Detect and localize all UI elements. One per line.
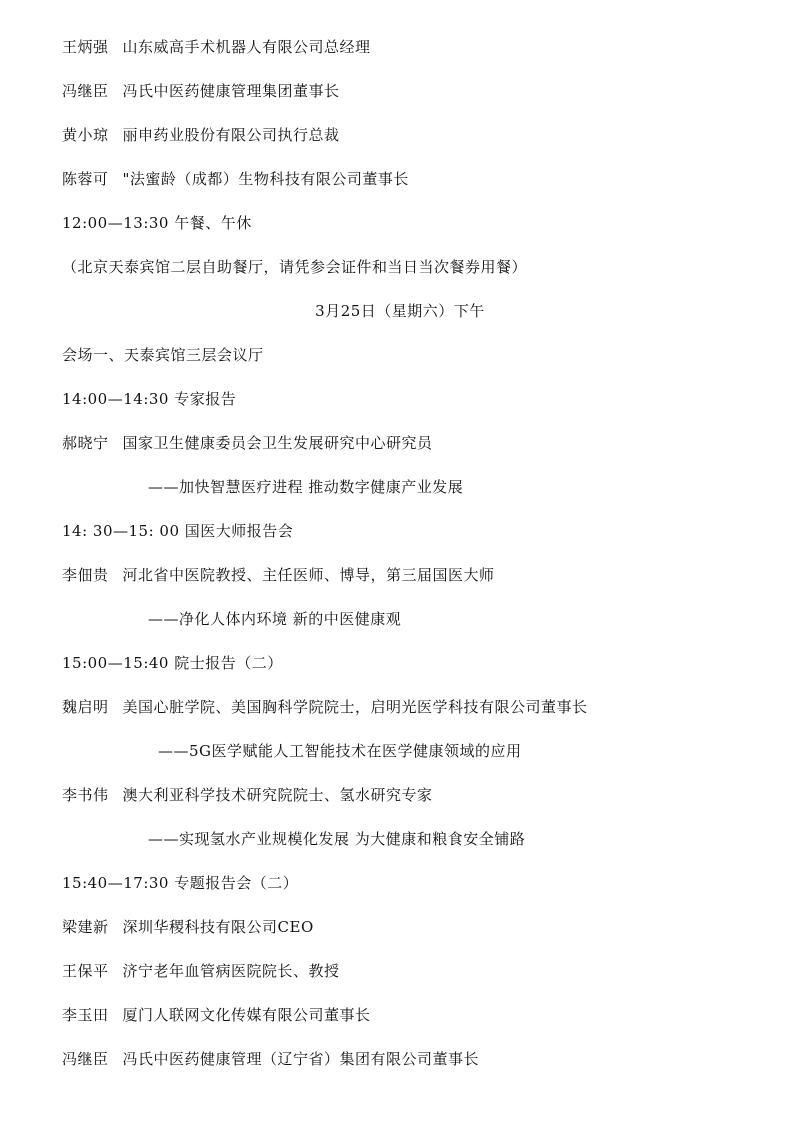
person-title: 澳大利亚科学技术研究院院士、氢水研究专家 — [122, 786, 433, 804]
person-title: 国家卫生健康委员会卫生发展研究中心研究员 — [122, 434, 433, 452]
person-name: 李书伟 — [62, 786, 109, 804]
report-topic: ——5G医学赋能人工智能技术在医学健康领域的应用 — [158, 742, 522, 760]
person-name: 黄小琼 — [62, 126, 109, 144]
person-title: "法蜜龄（成都）生物科技有限公司董事长 — [122, 170, 409, 188]
report-topic: ——实现氢水产业规模化发展 为大健康和粮食安全铺路 — [148, 830, 526, 848]
person-name: 李玉田 — [62, 1006, 109, 1024]
person-title: 深圳华稷科技有限公司CEO — [122, 918, 314, 936]
person-name: 郝晓宁 — [62, 434, 109, 452]
list-item — [62, 785, 433, 805]
session-time: 15:00—15:40 院士报告（二） — [62, 654, 283, 672]
list-item — [62, 1049, 479, 1069]
person-name: 冯继臣 — [62, 1050, 109, 1068]
person-title: 济宁老年血管病医院院长、教授 — [122, 962, 340, 980]
person-name: 王炳强 — [62, 38, 109, 56]
session-time: 15:40—17:30 专题报告会（二） — [62, 874, 299, 892]
person-name: 梁建新 — [62, 918, 109, 936]
list-item — [62, 697, 588, 717]
person-name: 王保平 — [62, 962, 109, 980]
list-item — [62, 917, 314, 937]
person-title: 冯氏中医药健康管理集团董事长 — [122, 82, 340, 100]
list-item — [62, 1005, 371, 1025]
person-title: 厦门人联网文化传媒有限公司董事长 — [122, 1006, 371, 1024]
person-name: 冯继臣 — [62, 82, 109, 100]
list-item — [62, 961, 340, 981]
person-title: 丽申药业股份有限公司执行总裁 — [122, 126, 340, 144]
lunch-time: 12:00—13:30 午餐、午休 — [62, 214, 252, 232]
venue: 会场一、天泰宾馆三层会议厅 — [62, 346, 264, 364]
lunch-note: （北京天泰宾馆二层自助餐厅，请凭参会证件和当日当次餐券用餐） — [62, 258, 528, 276]
person-name: 李佃贵 — [62, 566, 109, 584]
list-item — [62, 81, 340, 101]
session-time: 14: 30—15: 00 国医大师报告会 — [62, 522, 294, 540]
report-topic: ——净化人体内环境 新的中医健康观 — [148, 610, 402, 628]
list-item — [62, 169, 409, 189]
person-title: 冯氏中医药健康管理（辽宁省）集团有限公司董事长 — [122, 1050, 480, 1068]
person-name: 魏启明 — [62, 698, 109, 716]
list-item — [62, 37, 371, 57]
list-item — [62, 125, 340, 145]
person-title: 美国心脏学院、美国胸科学院院士，启明光医学科技有限公司董事长 — [122, 698, 588, 716]
report-topic: ——加快智慧医疗进程 推动数字健康产业发展 — [148, 478, 464, 496]
list-item — [62, 565, 495, 585]
session-time: 14:00—14:30 专家报告 — [62, 390, 237, 408]
person-title: 山东威高手术机器人有限公司总经理 — [122, 38, 371, 56]
person-name: 陈蓉可 — [62, 170, 109, 188]
section-heading: 3月25日（星期六）下午 — [315, 302, 485, 320]
person-title: 河北省中医院教授、主任医师、博导，第三届国医大师 — [122, 566, 495, 584]
list-item — [62, 433, 433, 453]
